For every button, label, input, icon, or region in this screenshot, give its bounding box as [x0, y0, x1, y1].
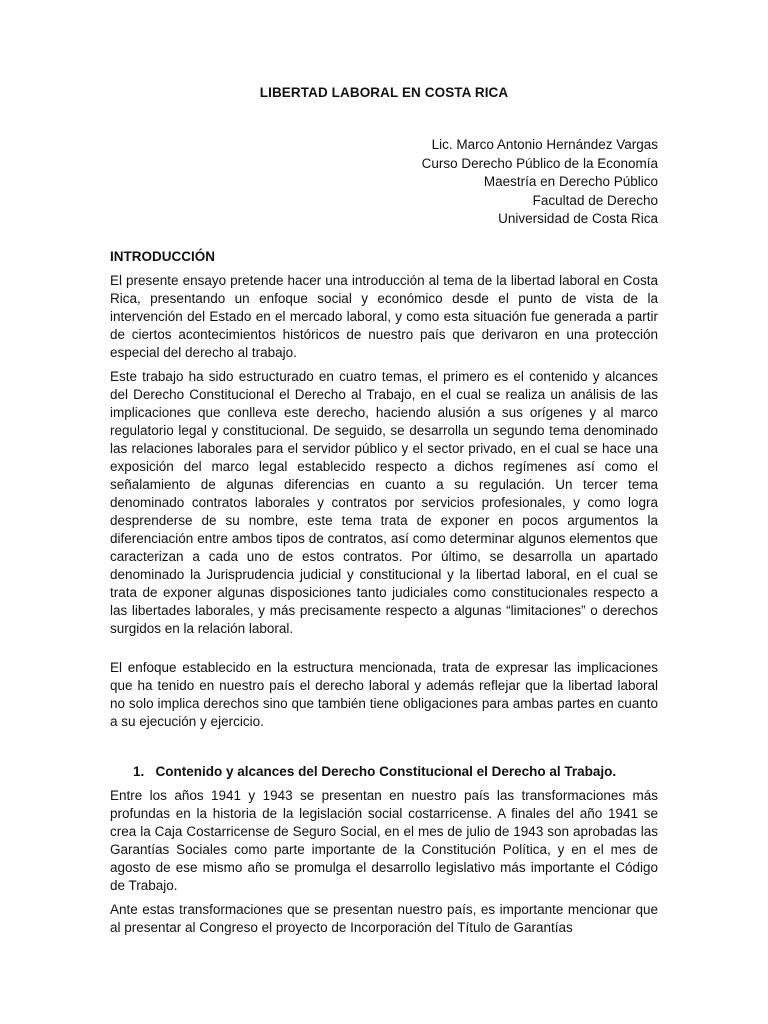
section-1-paragraph-1: Entre los años 1941 y 1943 se presentan en nuestro país las transformaciones más profundas en la historia de la legislación social costarricense. A finales del año 1941 se crea la Caja Costarricense de Seguro Social, en el mes de julio de 1943 son aprobadas las Garantías Sociales como parte importante de la Constitución Política, y en el mes de agosto de ese mismo año se promulga el desarrollo legislativo más importante el Código de Trabajo.	[110, 788, 658, 893]
intro-paragraph-2: Este trabajo ha sido estructurado en cuatro temas, el primero es el contenido y alcances del Derecho Constitucional el Derecho al Trabajo, en el cual se realiza un análisis de las implicaciones que conlleva este derecho, haciendo alusión a sus orígenes y al marco regulatorio legal y constitucional. De seguido, se desarrolla un segundo tema denominado las relaciones laborales para el servidor público y el sector privado, en el cual se hace una exposición del marco legal establecido respecto a dichos regímenes así como el señalamiento de algunas diferencias en cuanto a su regulación. Un tercer tema denominado contratos laborales y contratos por servicios profesionales, y como logra desprenderse de su nombre, este tema trata de exponer en pocos argumentos la diferenciación entre ambos tipos de contratos, así como determinar algunos elementos que caracterizan a cada uno de estos contratos. Por último, se desarrolla un apartado denominado la Jurisprudencia judicial y constitucional y la libertad laboral, en el cual se trata de exponer algunas disposiciones tanto judiciales como constitucionales respecto a las libertades laborales, y más precisamente respecto a algunas “limitaciones” o derechos surgidos en la relación laboral.	[110, 369, 658, 636]
intro-paragraph-3: El enfoque establecido en la estructura mencionada, trata de expresar las implicaciones que ha tenido en nuestro país el derecho laboral y además reflejar que la libertad laboral no solo implica derechos sino que también tiene obligaciones para ambas partes en cuanto a su ejecución y ejercicio.	[110, 660, 658, 729]
author-block	[422, 136, 658, 229]
document-title: LIBERTAD LABORAL EN COSTA RICA	[259, 85, 509, 100]
section-1-number: 1.	[133, 764, 145, 779]
intro-paragraph-1: El presente ensayo pretende hacer una introducción al tema de la libertad laboral en Costa Rica, presentando un enfoque social y económico desde el punto de vista de la intervención del Estado en el mercado laboral, y como esta situación fue generada a partir de ciertos acontecimientos históricos de nuestro país que derivaron en una protección especial del derecho al trabajo.	[110, 273, 658, 360]
introduction-heading: INTRODUCCIÓN	[110, 249, 215, 264]
author-program: Maestría en Derecho Público	[483, 174, 658, 189]
author-university: Universidad de Costa Rica	[498, 211, 658, 226]
author-faculty: Facultad de Derecho	[532, 192, 658, 208]
section-1-heading	[133, 764, 616, 779]
section-1-title: Contenido y alcances del Derecho Constitucional el Derecho al Trabajo.	[155, 764, 617, 779]
author-name: Lic. Marco Antonio Hernández Vargas	[431, 137, 658, 152]
author-course: Curso Derecho Público de la Economía	[421, 155, 658, 171]
section-1-paragraph-2: Ante estas transformaciones que se presentan nuestro país, es importante mencionar que al presentar al Congreso el proyecto de Incorporación del Título de Garantías	[110, 902, 658, 935]
